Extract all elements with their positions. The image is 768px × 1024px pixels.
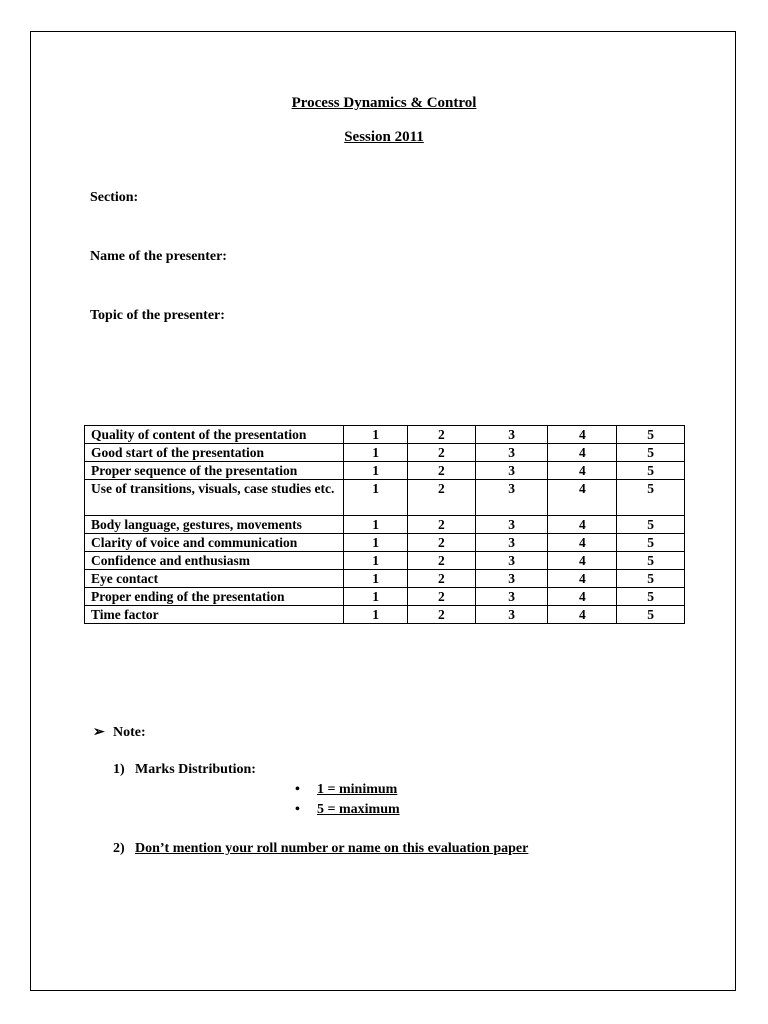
title-text: Process Dynamics & Control xyxy=(291,95,477,111)
score-cell: 3 xyxy=(475,426,548,444)
table-row xyxy=(85,588,685,606)
score-cell: 4 xyxy=(548,462,617,480)
score-cell: 2 xyxy=(407,588,475,606)
score-cell: 3 xyxy=(475,480,548,516)
score-cell: 5 xyxy=(617,570,685,588)
bullet-text: 5 = maximum xyxy=(317,802,400,817)
presenter-name-field-label: Name of the presenter: xyxy=(90,249,227,264)
score-cell: 5 xyxy=(617,606,685,624)
score-cell: 3 xyxy=(475,552,548,570)
document-title xyxy=(0,95,768,112)
presenter-topic-field-label: Topic of the presenter: xyxy=(90,308,225,323)
score-cell: 2 xyxy=(407,534,475,552)
criterion-cell: Clarity of voice and communication xyxy=(85,534,344,552)
bullet-minimum xyxy=(295,782,397,798)
note-item-number: 2) xyxy=(113,841,125,856)
score-cell: 5 xyxy=(617,480,685,516)
bullet-dot-icon: • xyxy=(295,802,300,817)
score-cell: 4 xyxy=(548,534,617,552)
score-cell: 1 xyxy=(344,516,408,534)
session-text: Session 2011 xyxy=(344,129,424,145)
criterion-cell: Body language, gestures, movements xyxy=(85,516,344,534)
arrow-bullet-icon: ➢ xyxy=(93,725,105,740)
score-cell: 3 xyxy=(475,462,548,480)
table-row xyxy=(85,426,685,444)
score-cell: 4 xyxy=(548,552,617,570)
score-cell: 3 xyxy=(475,444,548,462)
evaluation-table xyxy=(84,425,685,624)
criterion-cell: Eye contact xyxy=(85,570,344,588)
score-cell: 2 xyxy=(407,426,475,444)
score-cell: 2 xyxy=(407,462,475,480)
bullet-dot-icon: • xyxy=(295,782,300,797)
score-cell: 2 xyxy=(407,606,475,624)
score-cell: 4 xyxy=(548,606,617,624)
score-cell: 2 xyxy=(407,570,475,588)
criterion-cell: Time factor xyxy=(85,606,344,624)
score-cell: 5 xyxy=(617,516,685,534)
session-title xyxy=(0,129,768,146)
table-row xyxy=(85,444,685,462)
criterion-cell: Quality of content of the presentation xyxy=(85,426,344,444)
table-row xyxy=(85,480,685,516)
score-cell: 4 xyxy=(548,480,617,516)
score-cell: 3 xyxy=(475,570,548,588)
table-row xyxy=(85,552,685,570)
table-row xyxy=(85,516,685,534)
score-cell: 1 xyxy=(344,606,408,624)
score-cell: 2 xyxy=(407,444,475,462)
table-row xyxy=(85,534,685,552)
score-cell: 4 xyxy=(548,426,617,444)
score-cell: 1 xyxy=(344,426,408,444)
criterion-cell: Confidence and enthusiasm xyxy=(85,552,344,570)
note-item-text: Marks Distribution: xyxy=(135,762,256,777)
score-cell: 4 xyxy=(548,570,617,588)
section-field-label: Section: xyxy=(90,190,139,205)
score-cell: 5 xyxy=(617,588,685,606)
score-cell: 4 xyxy=(548,444,617,462)
score-cell: 2 xyxy=(407,480,475,516)
criterion-cell: Proper sequence of the presentation xyxy=(85,462,344,480)
score-cell: 3 xyxy=(475,534,548,552)
score-cell: 5 xyxy=(617,462,685,480)
criterion-cell: Use of transitions, visuals, case studies etc. xyxy=(85,480,344,516)
score-cell: 5 xyxy=(617,534,685,552)
table-row xyxy=(85,570,685,588)
score-cell: 4 xyxy=(548,588,617,606)
bullet-text: 1 = minimum xyxy=(317,782,398,797)
table-row xyxy=(85,462,685,480)
table-row xyxy=(85,606,685,624)
score-cell: 5 xyxy=(617,444,685,462)
note-item-instruction xyxy=(113,841,528,857)
criterion-cell: Good start of the presentation xyxy=(85,444,344,462)
score-cell: 1 xyxy=(344,552,408,570)
score-cell: 3 xyxy=(475,606,548,624)
score-cell: 3 xyxy=(475,588,548,606)
note-label: Note: xyxy=(113,725,146,740)
bullet-maximum xyxy=(295,802,400,818)
score-cell: 1 xyxy=(344,444,408,462)
criterion-cell: Proper ending of the presentation xyxy=(85,588,344,606)
score-cell: 5 xyxy=(617,552,685,570)
score-cell: 5 xyxy=(617,426,685,444)
score-cell: 1 xyxy=(344,588,408,606)
note-item-number: 1) xyxy=(113,762,125,777)
note-heading xyxy=(93,724,146,741)
score-cell: 3 xyxy=(475,516,548,534)
score-cell: 1 xyxy=(344,570,408,588)
score-cell: 1 xyxy=(344,534,408,552)
score-cell: 2 xyxy=(407,516,475,534)
note-item-text: Don’t mention your roll number or name on this evaluation paper xyxy=(135,841,529,856)
score-cell: 2 xyxy=(407,552,475,570)
score-cell: 1 xyxy=(344,462,408,480)
note-item-marks-distribution xyxy=(113,762,256,778)
score-cell: 1 xyxy=(344,480,408,516)
score-cell: 4 xyxy=(548,516,617,534)
